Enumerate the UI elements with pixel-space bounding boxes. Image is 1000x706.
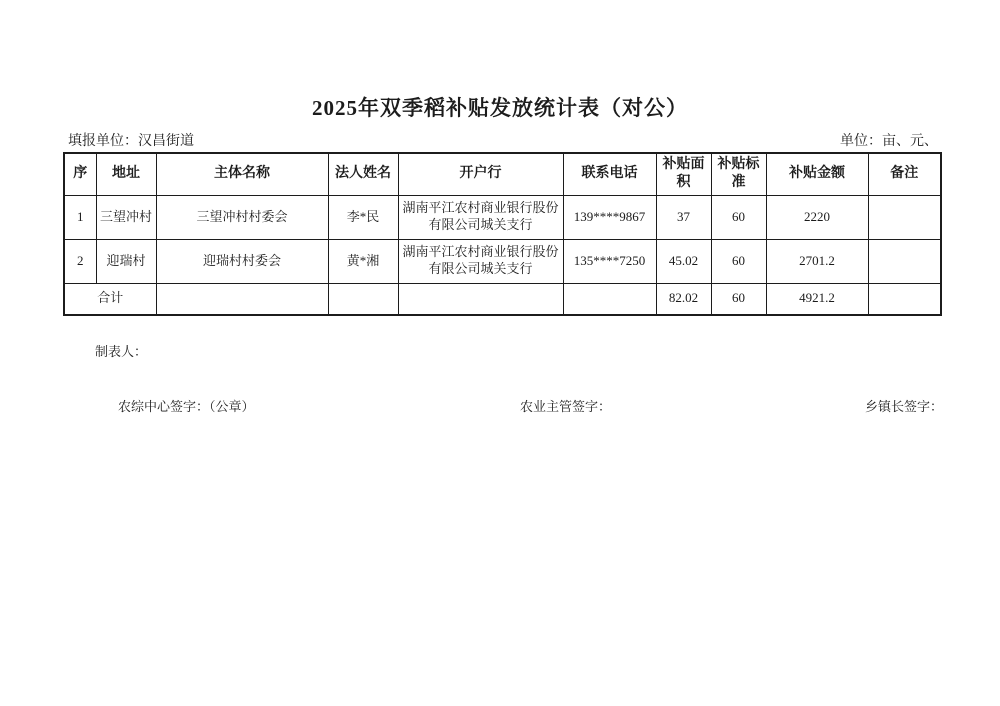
meta-row	[68, 130, 938, 150]
agri-center-signature-label: 农综中心签字：（公章）	[118, 399, 255, 414]
table-maker-label: 制表人：	[95, 344, 148, 359]
total-remark	[868, 283, 941, 315]
col-header-address: 地址	[96, 153, 156, 195]
cell-legal-person: 李*民	[328, 195, 398, 239]
cell-address: 迎瑞村	[96, 239, 156, 283]
cell-entity: 三望冲村村委会	[156, 195, 328, 239]
cell-area: 37	[656, 195, 711, 239]
total-legal-person	[328, 283, 398, 315]
table-row	[64, 195, 941, 239]
township-mayor-signature-label: 乡镇长签字：	[865, 399, 944, 414]
total-amount: 4921.2	[766, 283, 868, 315]
filler-unit-label: 填报单位：汉昌街道	[68, 134, 194, 149]
col-header-amount: 补贴金额	[766, 153, 868, 195]
total-bank	[398, 283, 563, 315]
table-row	[64, 239, 941, 283]
cell-bank: 湖南平江农村商业银行股份有限公司城关支行	[398, 195, 563, 239]
cell-legal-person: 黄*湘	[328, 239, 398, 283]
cell-remark	[868, 239, 941, 283]
total-area: 82.02	[656, 283, 711, 315]
cell-address: 三望冲村	[96, 195, 156, 239]
cell-standard: 60	[711, 239, 766, 283]
total-entity	[156, 283, 328, 315]
col-header-standard: 补贴标准	[711, 153, 766, 195]
table-header-row	[64, 153, 941, 195]
page-title: 2025年双季稻补贴发放统计表（对公）	[312, 96, 688, 120]
col-header-area: 补贴面积	[656, 153, 711, 195]
cell-bank: 湖南平江农村商业银行股份有限公司城关支行	[398, 239, 563, 283]
cell-amount: 2220	[766, 195, 868, 239]
col-header-legal-person: 法人姓名	[328, 153, 398, 195]
cell-phone: 139****9867	[563, 195, 656, 239]
total-phone	[563, 283, 656, 315]
cell-entity: 迎瑞村村委会	[156, 239, 328, 283]
table-total-row	[64, 283, 941, 315]
col-header-bank: 开户行	[398, 153, 563, 195]
measure-unit-label: 单位：亩、元、	[840, 134, 938, 149]
col-header-seq: 序	[64, 153, 96, 195]
cell-standard: 60	[711, 195, 766, 239]
cell-area: 45.02	[656, 239, 711, 283]
subsidy-table	[63, 152, 942, 316]
cell-remark	[868, 195, 941, 239]
cell-phone: 135****7250	[563, 239, 656, 283]
col-header-remark: 备注	[868, 153, 941, 195]
col-header-entity: 主体名称	[156, 153, 328, 195]
total-standard: 60	[711, 283, 766, 315]
total-label: 合计	[64, 283, 156, 315]
cell-amount: 2701.2	[766, 239, 868, 283]
agri-supervisor-signature-label: 农业主管签字：	[520, 399, 612, 414]
col-header-phone: 联系电话	[563, 153, 656, 195]
cell-seq: 2	[64, 239, 96, 283]
cell-seq: 1	[64, 195, 96, 239]
